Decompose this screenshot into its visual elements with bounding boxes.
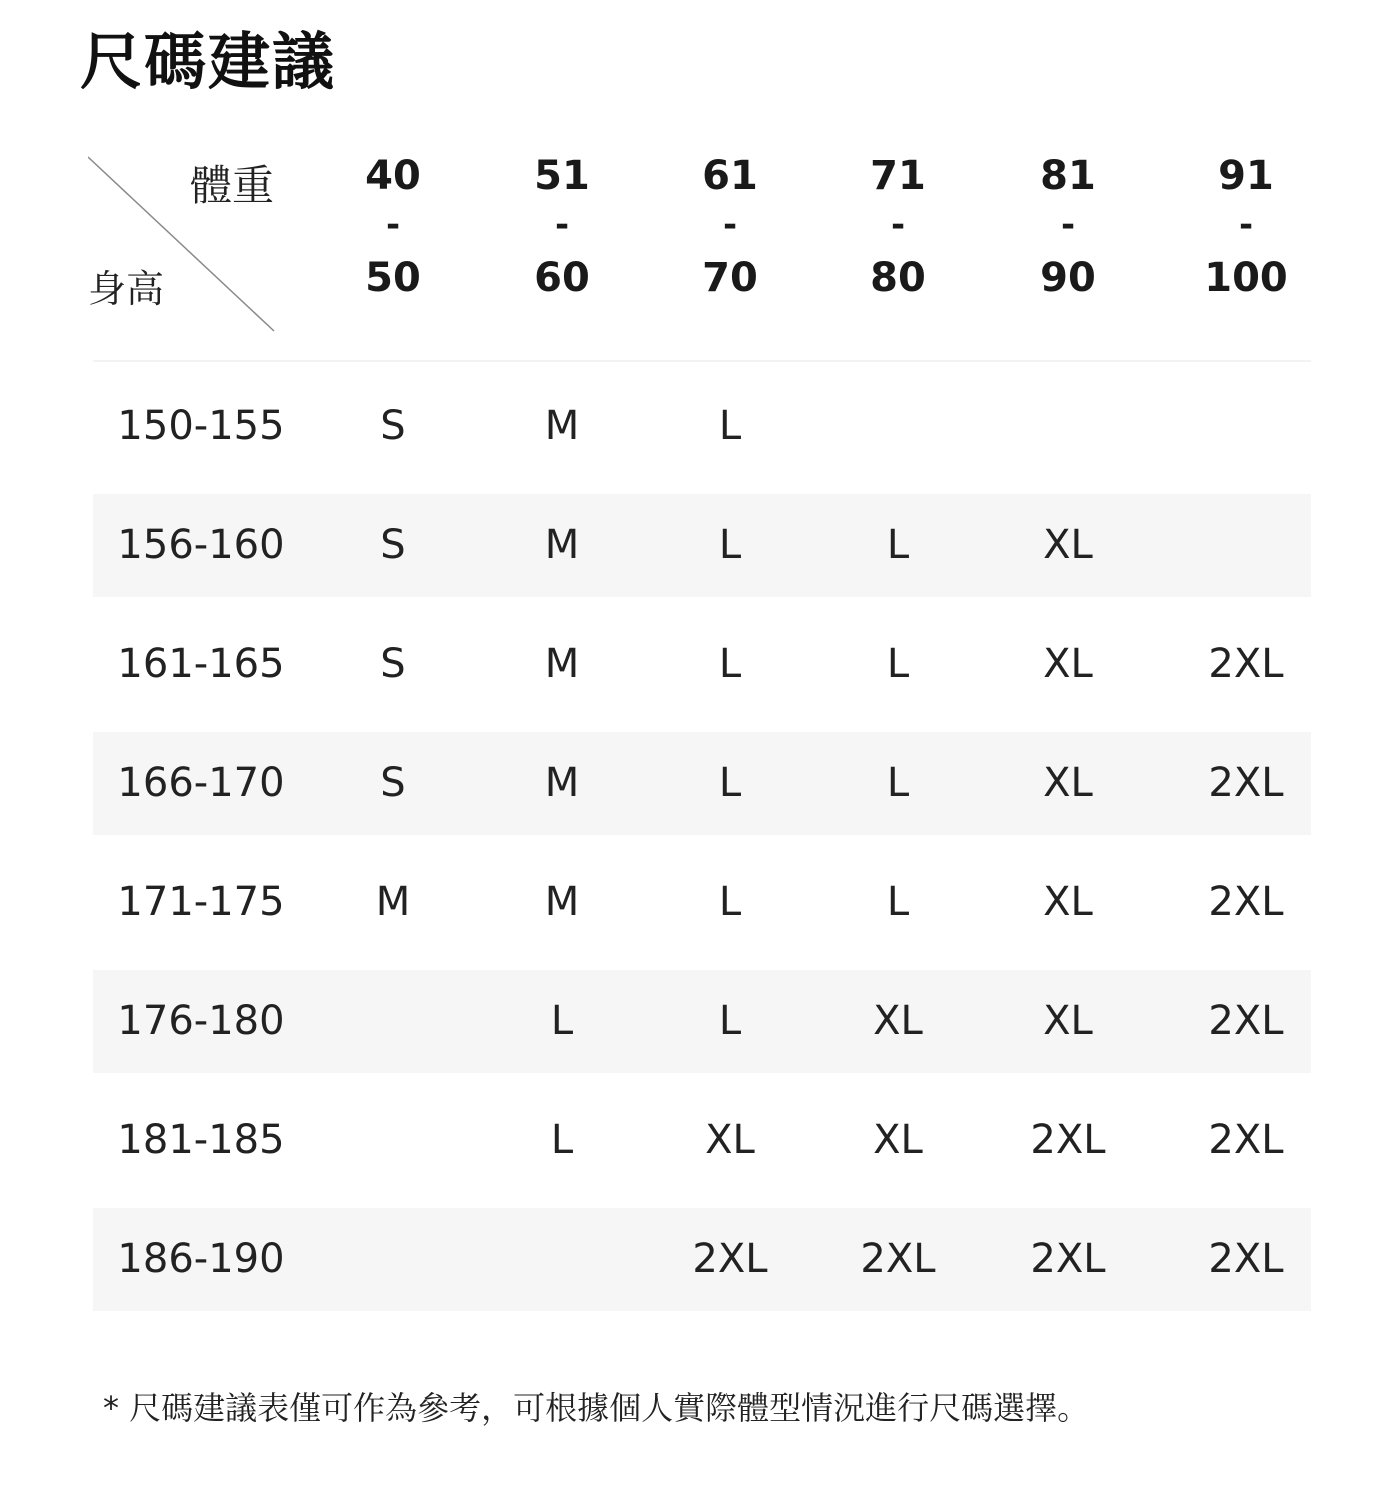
size-cell: S bbox=[380, 760, 406, 806]
weight-axis-label: 體重 bbox=[190, 161, 275, 210]
size-cell: XL bbox=[1043, 998, 1093, 1044]
page-title: 尺碼建議 bbox=[80, 25, 337, 98]
weight-from: 91 bbox=[1218, 153, 1274, 199]
weight-from: 71 bbox=[870, 153, 926, 199]
weight-column-header bbox=[818, 150, 978, 308]
size-cell: 2XL bbox=[1208, 1236, 1284, 1282]
size-cell: L bbox=[718, 522, 742, 568]
size-cell: S bbox=[380, 403, 406, 449]
size-cell: M bbox=[544, 522, 580, 568]
size-cell: 2XL bbox=[1030, 1117, 1106, 1163]
weight-to: 90 bbox=[1040, 255, 1096, 301]
height-range-cell: 171-175 bbox=[117, 879, 285, 925]
size-cell: L bbox=[550, 1117, 574, 1163]
size-cell bbox=[988, 375, 1148, 478]
size-cell: L bbox=[718, 879, 742, 925]
weight-dash: - bbox=[1060, 205, 1076, 245]
size-cell: M bbox=[544, 760, 580, 806]
size-cell: 2XL bbox=[1030, 1236, 1106, 1282]
size-cell: M bbox=[544, 641, 580, 687]
weight-to: 80 bbox=[870, 255, 926, 301]
size-cell bbox=[482, 1208, 642, 1311]
table-row bbox=[93, 375, 1311, 478]
weight-dash: - bbox=[554, 205, 570, 245]
height-range-cell: 161-165 bbox=[117, 641, 285, 687]
size-cell: XL bbox=[1043, 641, 1093, 687]
size-cell bbox=[1166, 375, 1326, 478]
size-cell: L bbox=[718, 641, 742, 687]
size-cell: 2XL bbox=[860, 1236, 936, 1282]
weight-to: 70 bbox=[702, 255, 758, 301]
weight-from: 51 bbox=[534, 153, 590, 199]
size-cell bbox=[1166, 494, 1326, 597]
size-cell: 2XL bbox=[1208, 879, 1284, 925]
size-cell: M bbox=[544, 403, 580, 449]
height-range-cell: 181-185 bbox=[117, 1117, 285, 1163]
size-cell: M bbox=[544, 879, 580, 925]
size-cell: L bbox=[886, 760, 910, 806]
size-table-body bbox=[93, 375, 1311, 1327]
height-range-cell: 156-160 bbox=[117, 522, 285, 568]
table-row bbox=[93, 613, 1311, 716]
size-cell: XL bbox=[1043, 760, 1093, 806]
table-row bbox=[93, 1089, 1311, 1192]
size-cell: L bbox=[718, 760, 742, 806]
weight-dash: - bbox=[890, 205, 906, 245]
size-cell: 2XL bbox=[1208, 1117, 1284, 1163]
size-cell: XL bbox=[1043, 879, 1093, 925]
size-cell bbox=[313, 970, 473, 1073]
weight-from: 40 bbox=[365, 153, 421, 199]
weight-to: 60 bbox=[534, 255, 590, 301]
weight-column-header bbox=[1166, 150, 1326, 308]
table-corner-header bbox=[88, 155, 288, 335]
height-range-cell: 176-180 bbox=[117, 998, 285, 1044]
height-range-cell: 166-170 bbox=[117, 760, 285, 806]
header-divider bbox=[93, 360, 1311, 362]
size-cell: L bbox=[718, 998, 742, 1044]
disclaimer-note: * 尺碼建議表僅可作為參考，可根據個人實際體型情況進行尺碼選擇。 bbox=[103, 1389, 1090, 1427]
weight-column-header bbox=[988, 150, 1148, 308]
weight-to: 50 bbox=[365, 255, 421, 301]
height-range-cell: 150-155 bbox=[117, 403, 285, 449]
table-row bbox=[93, 1208, 1311, 1311]
size-cell bbox=[313, 1208, 473, 1311]
size-cell: 2XL bbox=[692, 1236, 768, 1282]
weight-dash: - bbox=[385, 205, 401, 245]
weight-dash: - bbox=[1238, 205, 1254, 245]
table-row bbox=[93, 851, 1311, 954]
table-row bbox=[93, 732, 1311, 835]
size-cell: 2XL bbox=[1208, 998, 1284, 1044]
size-cell: XL bbox=[1043, 522, 1093, 568]
size-cell: XL bbox=[873, 1117, 923, 1163]
weight-to: 100 bbox=[1204, 255, 1288, 301]
weight-column-header bbox=[482, 150, 642, 308]
height-axis-label: 身高 bbox=[88, 267, 165, 311]
size-cell: L bbox=[550, 998, 574, 1044]
weight-from: 81 bbox=[1040, 153, 1096, 199]
size-cell: L bbox=[886, 879, 910, 925]
size-cell: M bbox=[375, 879, 411, 925]
table-row bbox=[93, 970, 1311, 1073]
size-cell: L bbox=[718, 403, 742, 449]
size-cell bbox=[313, 1089, 473, 1192]
weight-column-header bbox=[650, 150, 810, 308]
size-cell: S bbox=[380, 522, 406, 568]
weight-column-header bbox=[313, 150, 473, 308]
size-cell: L bbox=[886, 522, 910, 568]
weight-from: 61 bbox=[702, 153, 758, 199]
weight-dash: - bbox=[722, 205, 738, 245]
size-cell: 2XL bbox=[1208, 760, 1284, 806]
size-cell: L bbox=[886, 641, 910, 687]
size-cell: S bbox=[380, 641, 406, 687]
size-cell: 2XL bbox=[1208, 641, 1284, 687]
table-row bbox=[93, 494, 1311, 597]
size-cell: XL bbox=[873, 998, 923, 1044]
size-cell bbox=[818, 375, 978, 478]
height-range-cell: 186-190 bbox=[117, 1236, 285, 1282]
size-cell: XL bbox=[705, 1117, 755, 1163]
